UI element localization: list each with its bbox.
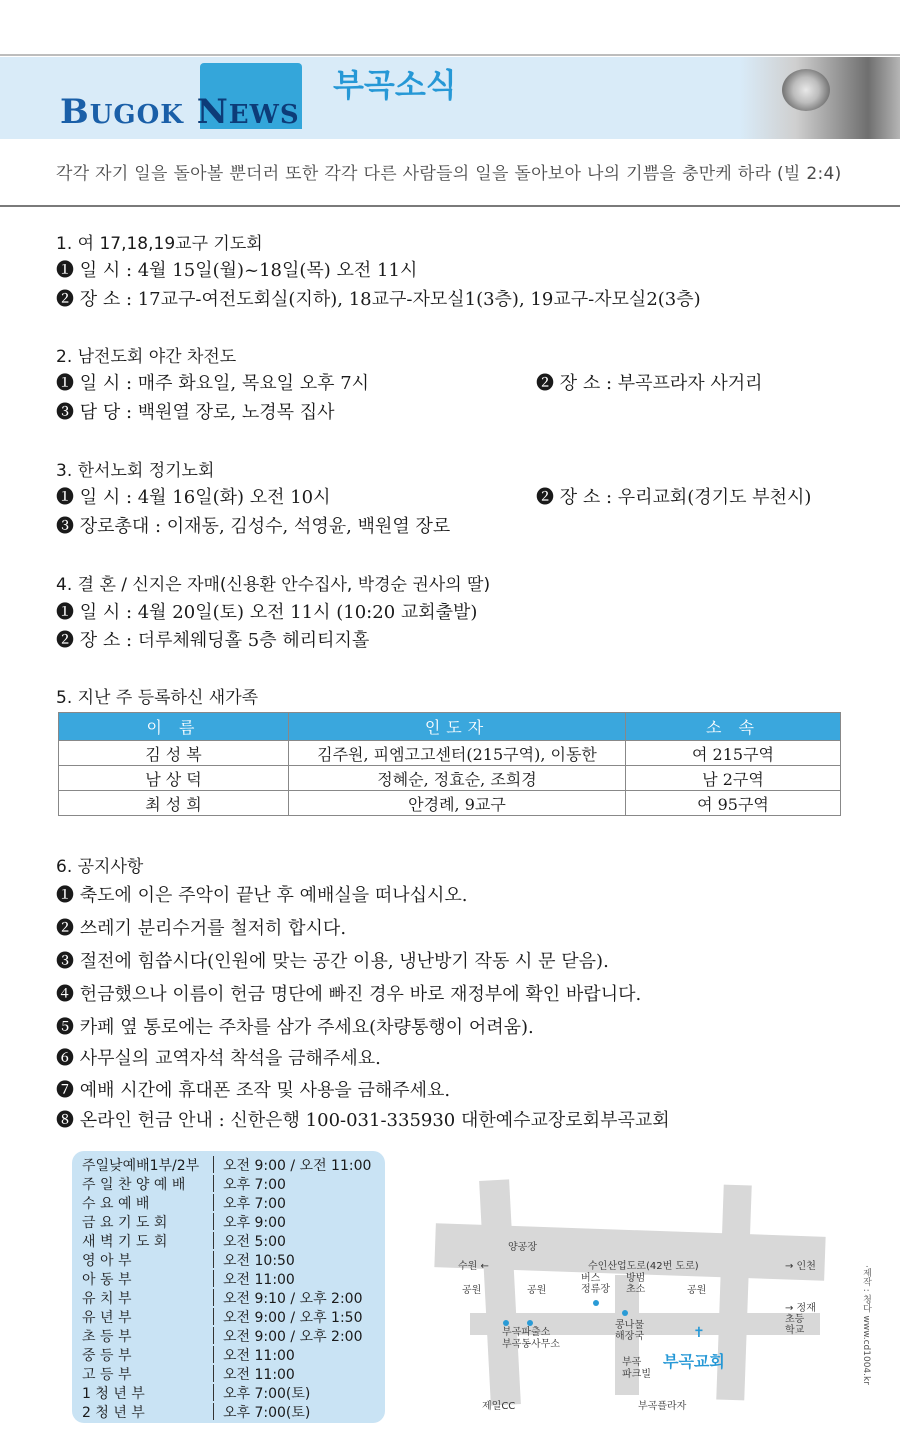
table-cell: 김주원, 피엠고고센터(215구역), 이동한 xyxy=(289,741,626,766)
table-cell: 남 2구역 xyxy=(626,766,841,791)
schedule-row: 새 벽 기 도 회 오전 5:00 xyxy=(82,1234,286,1250)
section-3-title: 3. 한서노회 정기노회 xyxy=(56,461,215,481)
schedule-row: 유 치 부 오전 9:10 / 오후 2:00 xyxy=(82,1291,363,1307)
office-marker xyxy=(527,1320,533,1326)
notice-item: ❷ 쓰레기 분리수거를 철저히 합시다. xyxy=(56,918,347,939)
schedule-row: 2 청 년 부 오후 7:00(토) xyxy=(82,1405,311,1421)
section-6-title: 6. 공지사항 xyxy=(56,857,144,877)
map-label: 공원 xyxy=(527,1285,547,1296)
church-icon: ✝ xyxy=(693,1325,705,1341)
worship-schedule xyxy=(72,1151,385,1423)
table-header-row xyxy=(59,713,841,741)
section-4-line-1: ❶ 일 시 : 4월 20일(토) 오전 11시 (10:20 교회출발) xyxy=(56,602,478,623)
section-4-line-2: ❷ 장 소 : 더루체웨딩홀 5층 헤리티지홀 xyxy=(56,630,370,651)
table-cell: 김 성 복 xyxy=(59,741,289,766)
map-label: 공원 xyxy=(462,1285,482,1296)
section-1-line-1: ❶ 일 시 : 4월 15일(월)~18일(목) 오전 11시 xyxy=(56,260,418,281)
schedule-row: 아 동 부 오전 11:00 xyxy=(82,1272,295,1288)
map-label: 부곡파출소 부곡동사무소 xyxy=(502,1327,560,1350)
schedule-row: 주일낮예배1부/2부 오전 9:00 / 오전 11:00 xyxy=(82,1158,372,1174)
table-row xyxy=(59,741,841,766)
schedule-row: 1 청 년 부 오후 7:00(토) xyxy=(82,1386,311,1402)
schedule-row: 영 아 부 오전 10:50 xyxy=(82,1253,295,1269)
production-credit: ·제작 : 청다 www.cd1004.kr xyxy=(861,1265,871,1385)
section-2-line-1: ❶ 일 시 : 매주 화요일, 목요일 오후 7시 xyxy=(56,373,370,394)
map-label: 제일CC xyxy=(482,1401,516,1412)
map-label: 부곡플라자 xyxy=(638,1401,687,1412)
page-title: 부곡소식 xyxy=(333,66,457,104)
notice-item: ❸ 절전에 힘씁시다(인원에 맞는 공간 이용, 냉난방기 작동 시 문 닫음). xyxy=(56,951,609,972)
map-label: 방범 초소 xyxy=(626,1273,646,1295)
section-3-line-2: ❸ 장로총대 : 이재동, 김성수, 석영윤, 백원열 장로 xyxy=(56,516,451,537)
table-cell: 안경례, 9교구 xyxy=(289,791,626,816)
church-label: 부곡교회 xyxy=(663,1352,725,1371)
map-label: → 인천 xyxy=(785,1261,816,1272)
notice-item: ❻ 사무실의 교역자석 착석을 금해주세요. xyxy=(56,1048,381,1069)
section-1-title: 1. 여 17,18,19교구 기도회 xyxy=(56,234,263,254)
table-cell: 남 상 덕 xyxy=(59,766,289,791)
section-3-line-1b: ❷ 장 소 : 우리교회(경기도 부천시) xyxy=(536,487,812,508)
table-cell: 여 95구역 xyxy=(626,791,841,816)
notice-item: ❼ 예배 시간에 휴대폰 조작 및 사용을 금해주세요. xyxy=(56,1080,451,1101)
table-cell: 최 성 희 xyxy=(59,791,289,816)
section-4-title: 4. 결 혼 / 신지은 자매(신용환 안수집사, 박경순 권사의 딸) xyxy=(56,575,491,595)
map-label: 버스 정류장 xyxy=(581,1273,610,1295)
road-vertical-left xyxy=(479,1179,521,1405)
location-map xyxy=(430,1175,830,1415)
table-row xyxy=(59,766,841,791)
schedule-row: 고 등 부 오전 11:00 xyxy=(82,1367,295,1383)
table-cell: 여 215구역 xyxy=(626,741,841,766)
new-family-table xyxy=(58,712,841,816)
notice-item: ❶ 축도에 이은 주악이 끝난 후 예배실을 떠나십시오. xyxy=(56,885,468,906)
notice-item: ❺ 카페 옆 통로에는 주차를 삼가 주세요(차량통행이 어려움). xyxy=(56,1017,534,1038)
bible-verse: 각각 자기 일을 돌아볼 뿐더러 또한 각각 다른 사람들의 일을 돌아보아 나의 기쁨을 충만케 하라 (빌 2:4) xyxy=(56,164,842,184)
table-header-guide: 인도자 xyxy=(289,713,626,741)
schedule-row: 초 등 부 오전 9:00 / 오후 2:00 xyxy=(82,1329,363,1345)
notice-item: ❽ 온라인 헌금 안내 : 신한은행 100-031-335930 대한예수교장로회부곡교회 xyxy=(56,1110,670,1131)
map-label: 양공장 xyxy=(508,1242,537,1253)
section-2-line-2: ❸ 담 당 : 백원열 장로, 노경목 집사 xyxy=(56,402,335,423)
table-header-name: 이 름 xyxy=(59,713,289,741)
map-label: 콩나물 해장국 xyxy=(615,1320,644,1342)
top-rule xyxy=(0,54,900,56)
table-header-affiliation: 소 속 xyxy=(626,713,841,741)
section-5-title: 5. 지난 주 등록하신 새가족 xyxy=(56,688,259,708)
notice-item: ❹ 헌금했으나 이름이 헌금 명단에 빠진 경우 바로 재정부에 확인 바랍니다. xyxy=(56,984,642,1005)
section-3-line-1: ❶ 일 시 : 4월 16일(화) 오전 10시 xyxy=(56,487,331,508)
table-row xyxy=(59,791,841,816)
map-label: 부곡 파크빌 xyxy=(622,1357,651,1380)
section-1-line-2: ❷ 장 소 : 17교구-여전도회실(지하), 18교구-자모실1(3층), 19교구-자모실2(3층) xyxy=(56,289,701,310)
bugok-news-logo: BUGOK NEWS xyxy=(60,92,300,132)
police-marker xyxy=(503,1320,509,1326)
map-label: 공원 xyxy=(687,1285,707,1296)
schedule-row: 중 등 부 오전 11:00 xyxy=(82,1348,295,1364)
header-divider xyxy=(0,205,900,207)
map-label: 수인산업도로(42번 도로) xyxy=(588,1261,699,1272)
schedule-row: 수 요 예 배 오후 7:00 xyxy=(82,1196,286,1212)
map-label: 수원 ← xyxy=(458,1261,489,1272)
schedule-row: 금 요 기 도 회 오후 9:00 xyxy=(82,1215,286,1231)
section-2-title: 2. 남전도회 야간 차전도 xyxy=(56,347,237,367)
schedule-row: 주 일 찬 양 예 배 오후 7:00 xyxy=(82,1177,286,1193)
stone-photo xyxy=(740,57,900,139)
table-cell: 정혜순, 정효순, 조희경 xyxy=(289,766,626,791)
bus-stop-marker xyxy=(593,1300,599,1306)
schedule-row: 유 년 부 오전 9:00 / 오후 1:50 xyxy=(82,1310,363,1326)
restaurant-marker xyxy=(622,1310,628,1316)
map-label: → 정재 초등 학교 xyxy=(785,1303,816,1336)
tree-stump-image xyxy=(782,69,830,111)
section-2-line-1b: ❷ 장 소 : 부곡프라자 사거리 xyxy=(536,373,763,394)
